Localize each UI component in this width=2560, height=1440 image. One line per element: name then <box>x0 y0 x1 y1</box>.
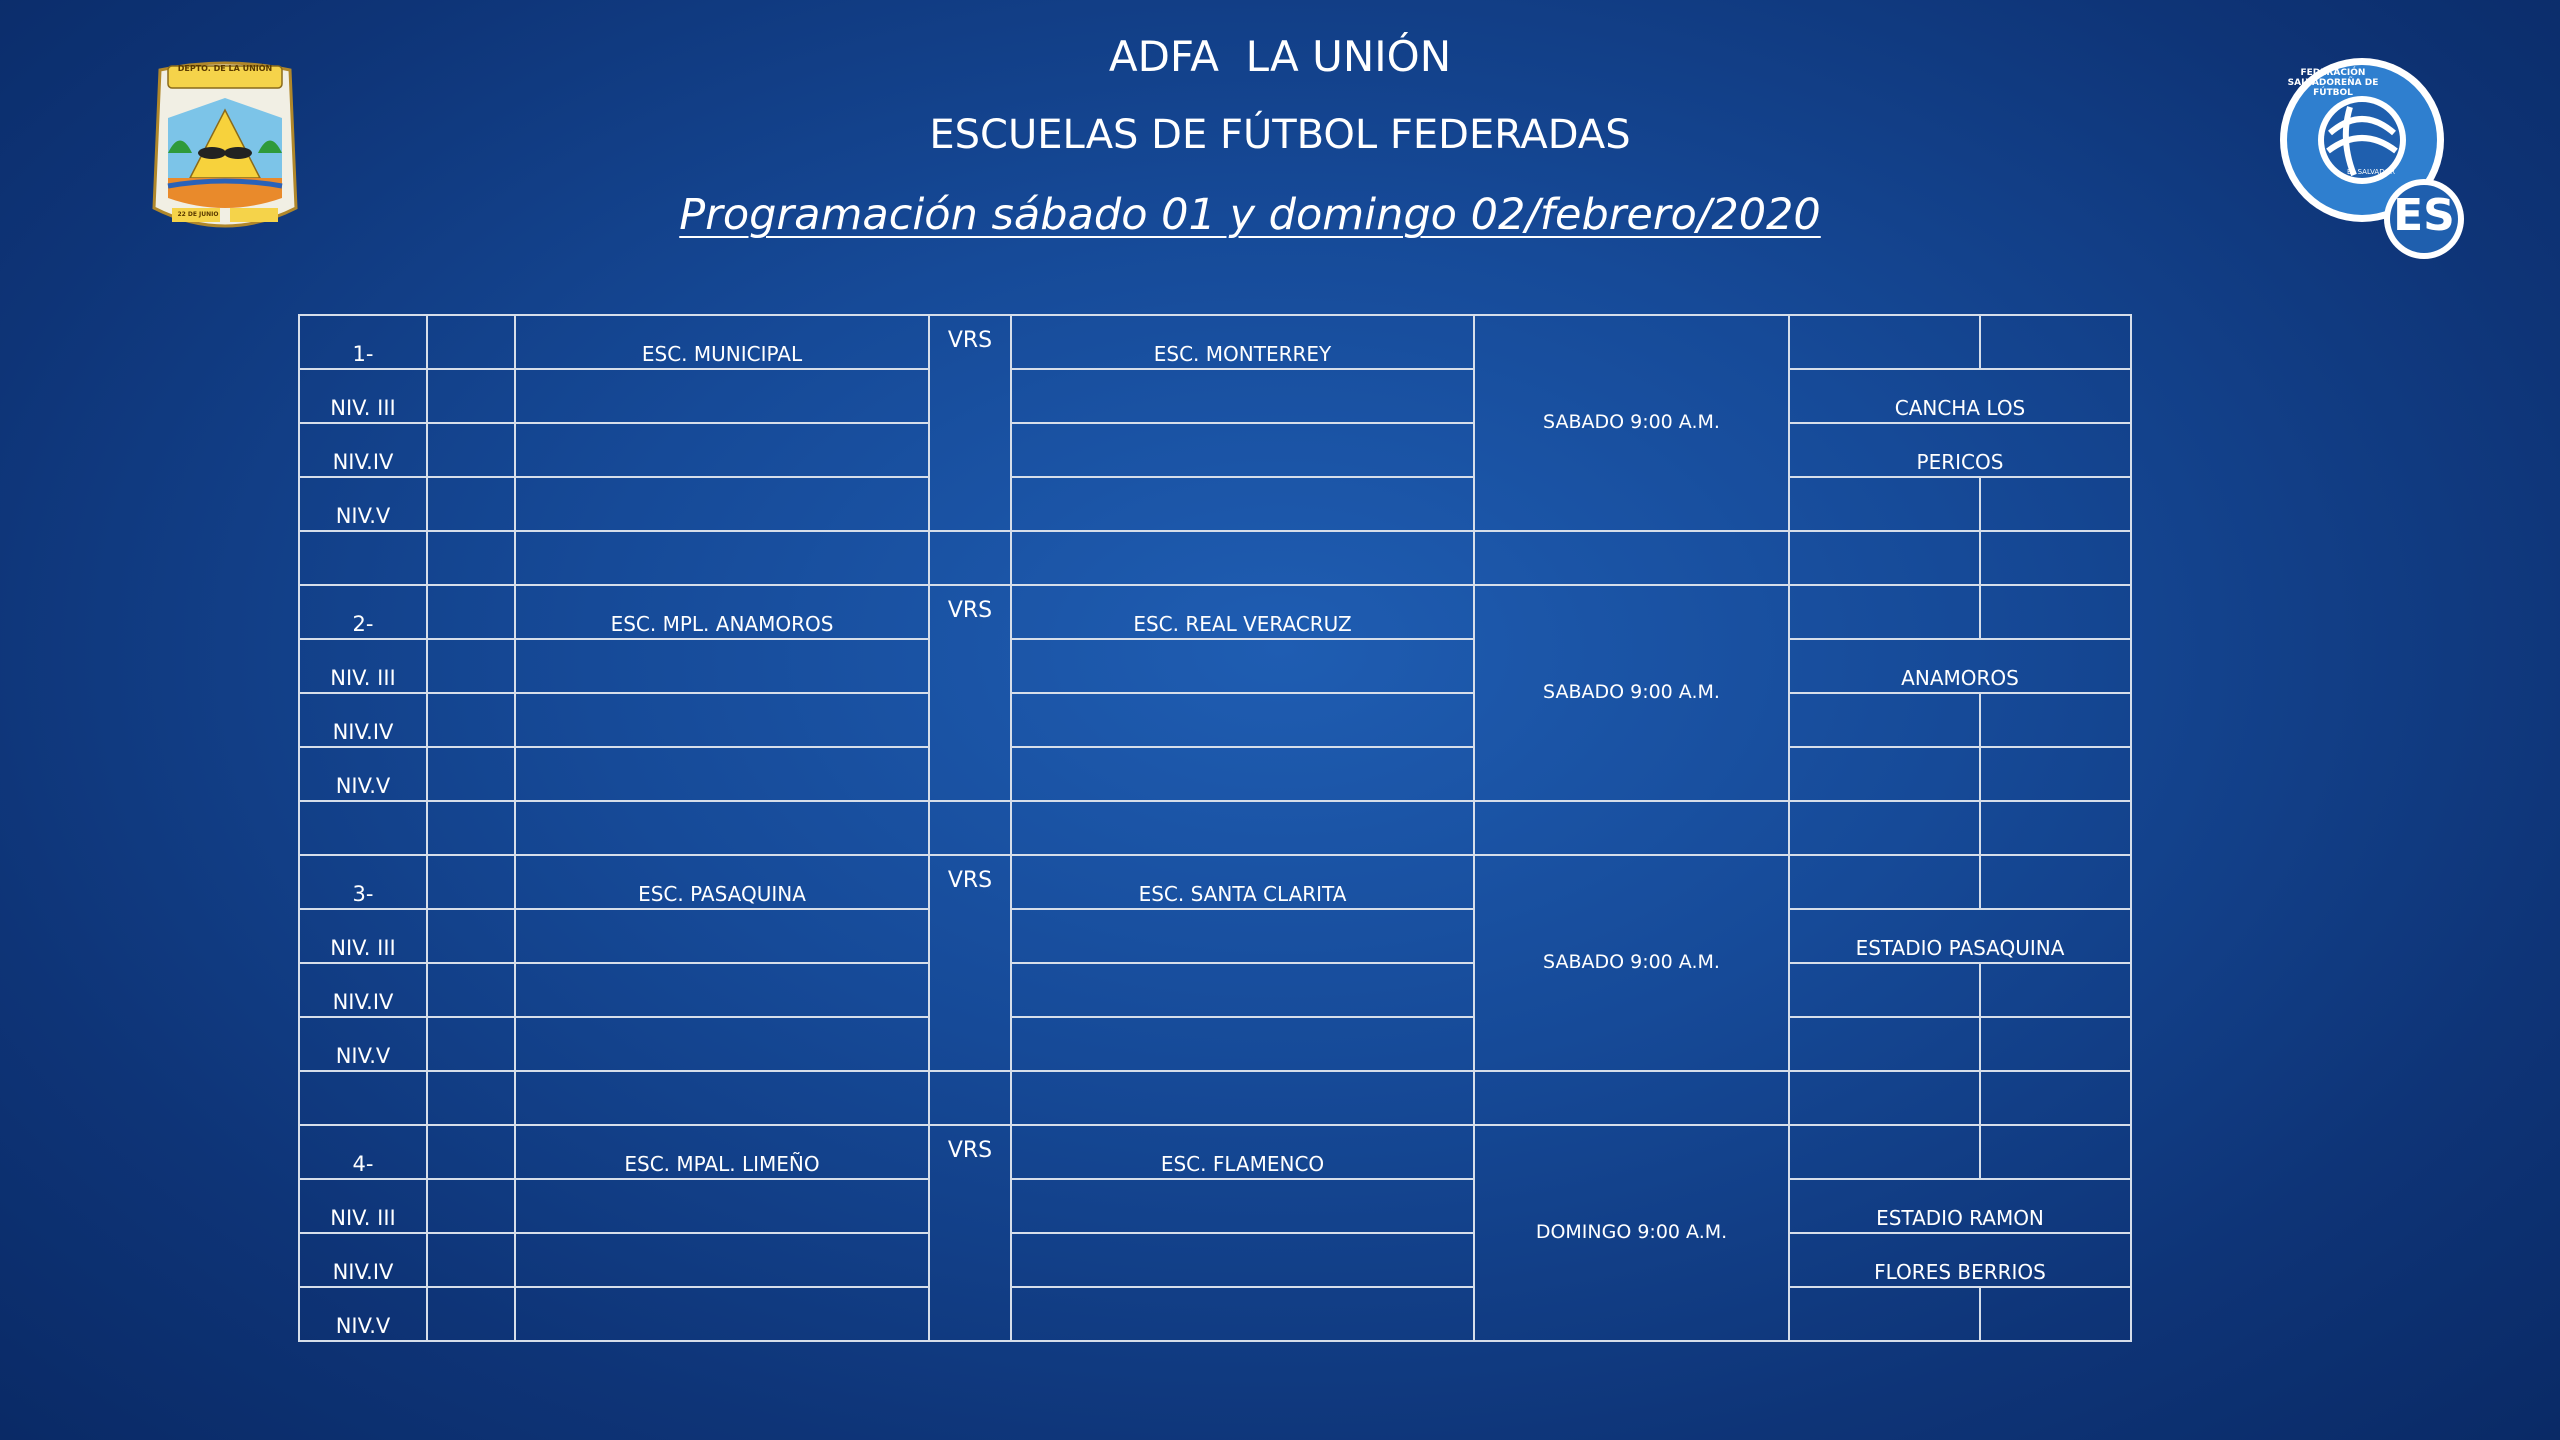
level-label: NIV.IV <box>299 693 427 747</box>
page-title: ADFA LA UNIÓN <box>1108 32 1452 81</box>
away-team: ESC. REAL VERACRUZ <box>1011 585 1474 639</box>
match-time: SABADO 9:00 A.M. <box>1474 855 1789 1071</box>
schedule-heading: Programación sábado 01 y domingo 02/febrero/2020 <box>679 190 1821 240</box>
match-row <box>299 585 2131 639</box>
venue: PERICOS <box>1789 423 2131 477</box>
level-label: NIV.V <box>299 477 427 531</box>
home-team: ESC. MPL. ANAMOROS <box>515 585 929 639</box>
level-label: NIV.V <box>299 1017 427 1071</box>
page-subtitle: ESCUELAS DE FÚTBOL FEDERADAS <box>929 112 1631 158</box>
match-number: 1- <box>299 315 427 369</box>
level-label: NIV. III <box>299 909 427 963</box>
level-label: NIV.V <box>299 747 427 801</box>
spacer-row <box>299 1071 2131 1125</box>
away-team: ESC. MONTERREY <box>1011 315 1474 369</box>
away-team: ESC. SANTA CLARITA <box>1011 855 1474 909</box>
match-number: 2- <box>299 585 427 639</box>
match-row <box>299 855 2131 909</box>
level-label: NIV. III <box>299 639 427 693</box>
level-label: NIV. III <box>299 1179 427 1233</box>
match-number: 4- <box>299 1125 427 1179</box>
level-row <box>299 423 2131 477</box>
level-row <box>299 1179 2131 1233</box>
es-badge: ES <box>2393 190 2455 241</box>
schedule-table <box>298 314 2132 1342</box>
level-row <box>299 693 2131 747</box>
level-row <box>299 1233 2131 1287</box>
level-row <box>299 909 2131 963</box>
level-row <box>299 1017 2131 1071</box>
match-row <box>299 1125 2131 1179</box>
match-number: 3- <box>299 855 427 909</box>
level-label: NIV.V <box>299 1287 427 1341</box>
venue: ESTADIO PASAQUINA <box>1789 909 2131 963</box>
spacer-row <box>299 801 2131 855</box>
venue: FLORES BERRIOS <box>1789 1233 2131 1287</box>
crest-bottom-text: 22 DE JUNIO <box>177 211 219 218</box>
level-row <box>299 1287 2131 1341</box>
spacer-row <box>299 531 2131 585</box>
home-team: ESC. PASAQUINA <box>515 855 929 909</box>
versus-label: VRS <box>929 585 1011 801</box>
match-row <box>299 315 2131 369</box>
match-time: SABADO 9:00 A.M. <box>1474 585 1789 801</box>
match-time: DOMINGO 9:00 A.M. <box>1474 1125 1789 1341</box>
crest-top-text: DEPTO. DE LA UNIÓN <box>177 64 273 73</box>
level-row <box>299 477 2131 531</box>
versus-label: VRS <box>929 855 1011 1071</box>
match-time: SABADO 9:00 A.M. <box>1474 315 1789 531</box>
versus-label: VRS <box>929 315 1011 531</box>
level-label: NIV.IV <box>299 1233 427 1287</box>
fesfut-ring-text: FEDERACIÓN SALVADOREÑA DE FÚTBOL <box>2287 68 2379 98</box>
fesfut-sub-text: EL SALVADOR <box>2347 168 2395 176</box>
home-team: ESC. MPAL. LIMEÑO <box>515 1125 929 1179</box>
level-row <box>299 963 2131 1017</box>
versus-label: VRS <box>929 1125 1011 1341</box>
level-row <box>299 369 2131 423</box>
level-label: NIV.IV <box>299 963 427 1017</box>
level-row <box>299 747 2131 801</box>
level-label: NIV.IV <box>299 423 427 477</box>
venue: ESTADIO RAMON <box>1789 1179 2131 1233</box>
venue: CANCHA LOS <box>1789 369 2131 423</box>
away-team: ESC. FLAMENCO <box>1011 1125 1474 1179</box>
level-label: NIV. III <box>299 369 427 423</box>
home-team: ESC. MUNICIPAL <box>515 315 929 369</box>
venue: ANAMOROS <box>1789 639 2131 693</box>
level-row <box>299 639 2131 693</box>
